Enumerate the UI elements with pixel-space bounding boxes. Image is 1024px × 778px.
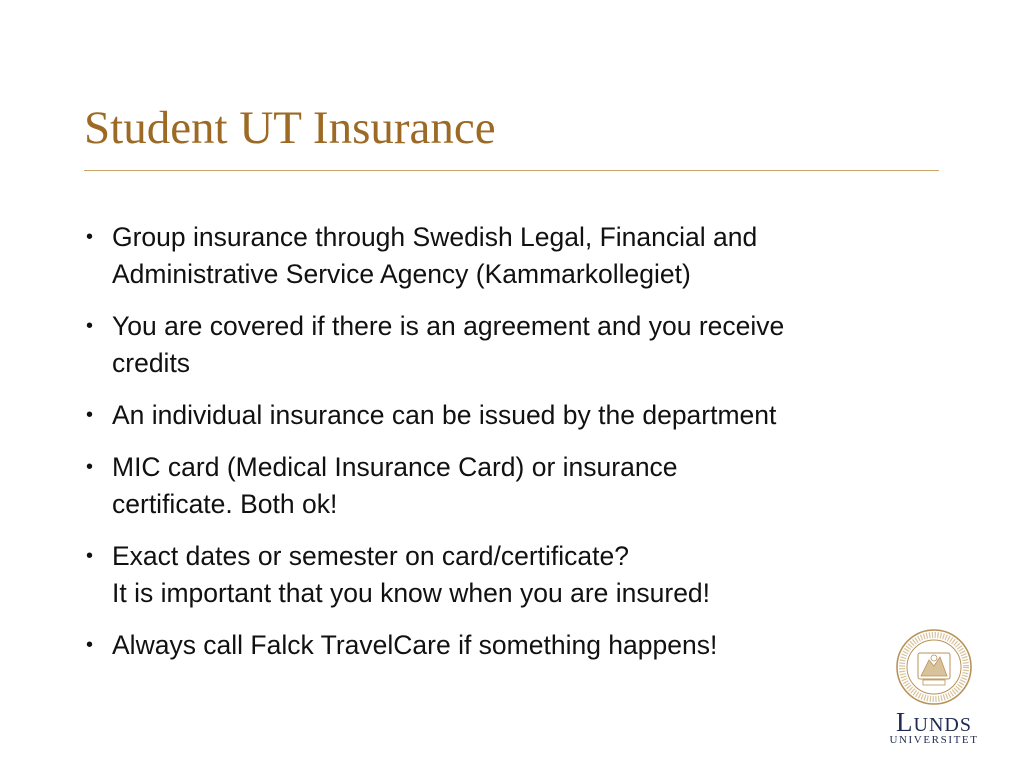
bullet-item (86, 308, 946, 382)
bullet-item (86, 397, 946, 434)
logo-name-rest: UNDS (913, 714, 972, 736)
bullet-text: • You are covered if there is an agreement and you receive (112, 311, 785, 341)
bullet-item (86, 627, 946, 664)
bullet-text: It is important that you know when you are insured! (112, 578, 711, 608)
bullet-text: • MIC card (Medical Insurance Card) or insurance (112, 452, 678, 482)
bullet-text: credits (112, 348, 191, 378)
bullet-item (86, 219, 946, 293)
bullet-text: • Exact dates or semester on card/certificate? (112, 541, 629, 571)
bullet-text: Administrative Service Agency (Kammarkollegiet) (112, 259, 691, 289)
bullet-item (86, 449, 946, 523)
bullet-text: • Group insurance through Swedish Legal, Financial and (112, 222, 758, 252)
logo-subtitle: UNIVERSITET (889, 734, 979, 746)
bullet-item (86, 538, 946, 612)
bullet-text: certificate. Both ok! (112, 489, 338, 519)
title-divider (84, 170, 939, 171)
bullet-list (86, 219, 946, 679)
bullet-text: • An individual insurance can be issued by the department (112, 400, 777, 430)
university-seal-icon (895, 628, 973, 706)
university-logo (884, 628, 984, 748)
bullet-text: • Always call Falck TravelCare if something happens! (112, 630, 718, 660)
slide-title: Student UT Insurance (84, 102, 496, 154)
logo-initial: L (896, 707, 914, 737)
